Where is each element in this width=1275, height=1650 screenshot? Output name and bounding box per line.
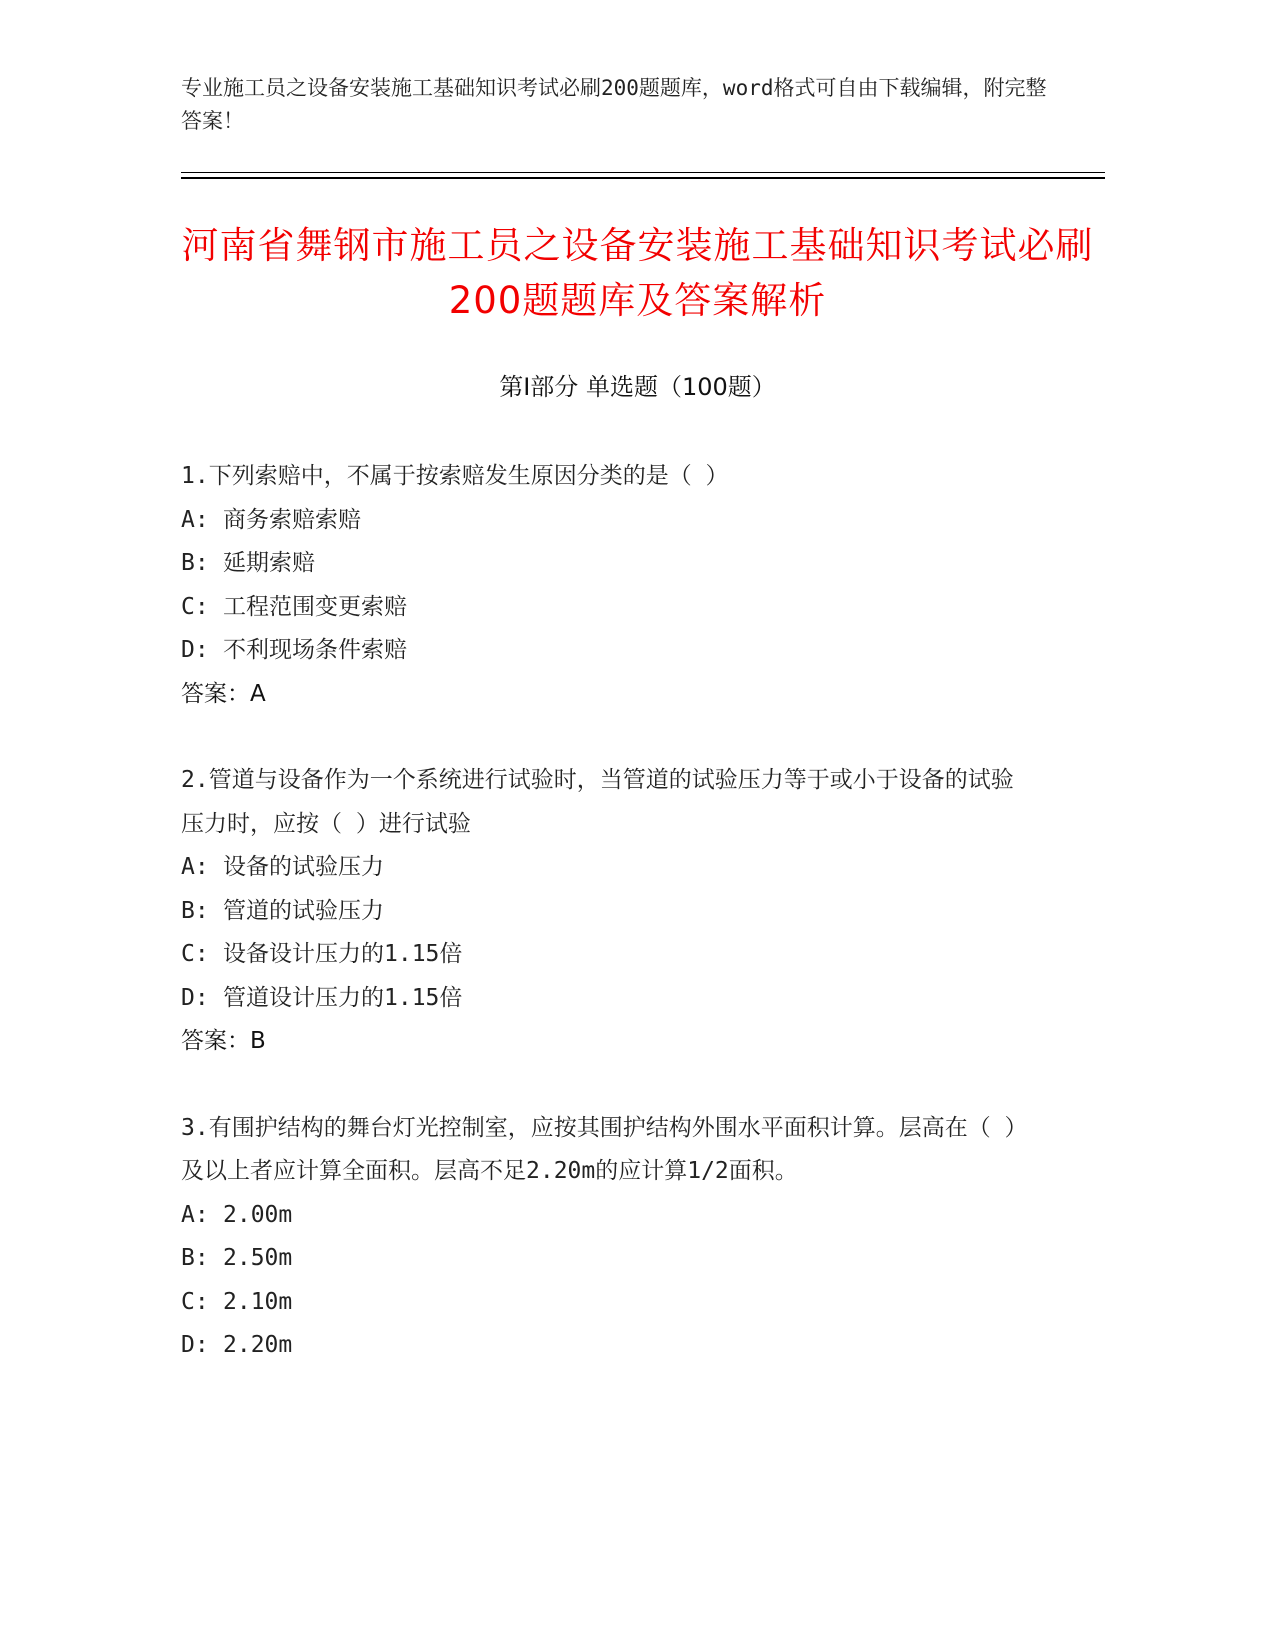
option-letter: D: [181,637,209,663]
option-text: 商务索赔索赔 [223,506,361,533]
option-d [181,1324,1031,1368]
header-divider-thin [181,172,1105,173]
option-letter: C: [181,593,209,620]
question-3 [181,1107,1031,1368]
option-letter: D: [181,1332,209,1358]
option-a [181,1194,1031,1238]
option-letter: C: [181,941,209,967]
option-letter: A: [181,854,209,880]
question-stem: 1.下列索赔中，不属于按索赔发生原因分类的是（ ） [181,463,729,489]
option-text: 2.10m [223,1288,293,1315]
option-c [181,1281,1031,1325]
option-c [181,933,1031,977]
question-1 [181,455,1031,716]
question-2 [181,759,1031,1064]
option-letter: A: [181,506,209,533]
option-letter: B: [181,550,209,576]
option-text: 2.00m [223,1201,293,1228]
question-stem: 2.管道与设备作为一个系统进行试验时，当管道的试验压力等于或小于设备的试验压力时，应按（ ）进行试验 [181,767,1014,837]
section-title: 第Ⅰ部分 单选题（100题） [499,373,776,401]
option-a [181,846,1031,890]
option-letter: B: [181,897,209,924]
option-text: 不利现场条件索赔 [223,637,407,663]
option-text: 设备设计压力的1.15倍 [223,941,463,967]
option-c [181,586,1031,630]
option-d [181,977,1031,1021]
question-list [181,455,1031,1411]
option-text: 管道的试验压力 [223,897,384,924]
option-letter: A: [181,1201,209,1228]
option-b [181,1237,1031,1281]
option-d [181,629,1031,673]
option-text: 2.20m [223,1332,293,1358]
option-letter: C: [181,1288,209,1315]
answer-line: 答案：B [181,1028,266,1054]
option-text: 延期索赔 [223,550,315,576]
option-letter: D: [181,984,209,1011]
option-text: 设备的试验压力 [223,854,384,880]
header-note: 专业施工员之设备安装施工基础知识考试必刷200题题库，word格式可自由下载编辑，附完整答案！ [181,76,1047,133]
answer-line: 答案：A [181,680,266,707]
option-text: 工程范围变更索赔 [223,593,407,620]
option-b [181,542,1031,586]
option-a [181,499,1031,543]
document-title: 河南省舞钢市施工员之设备安装施工基础知识考试必刷200题题库及答案解析 [181,224,1094,322]
header-divider-thick [181,177,1105,179]
option-b [181,890,1031,934]
option-letter: B: [181,1245,209,1271]
option-text: 2.50m [223,1245,293,1271]
question-stem: 3.有围护结构的舞台灯光控制室，应按其围护结构外围水平面积计算。层高在（ ）及以上者应计算全面积。层高不足2.20m的应计算1/2面积。 [181,1114,1028,1184]
option-text: 管道设计压力的1.15倍 [223,984,463,1011]
